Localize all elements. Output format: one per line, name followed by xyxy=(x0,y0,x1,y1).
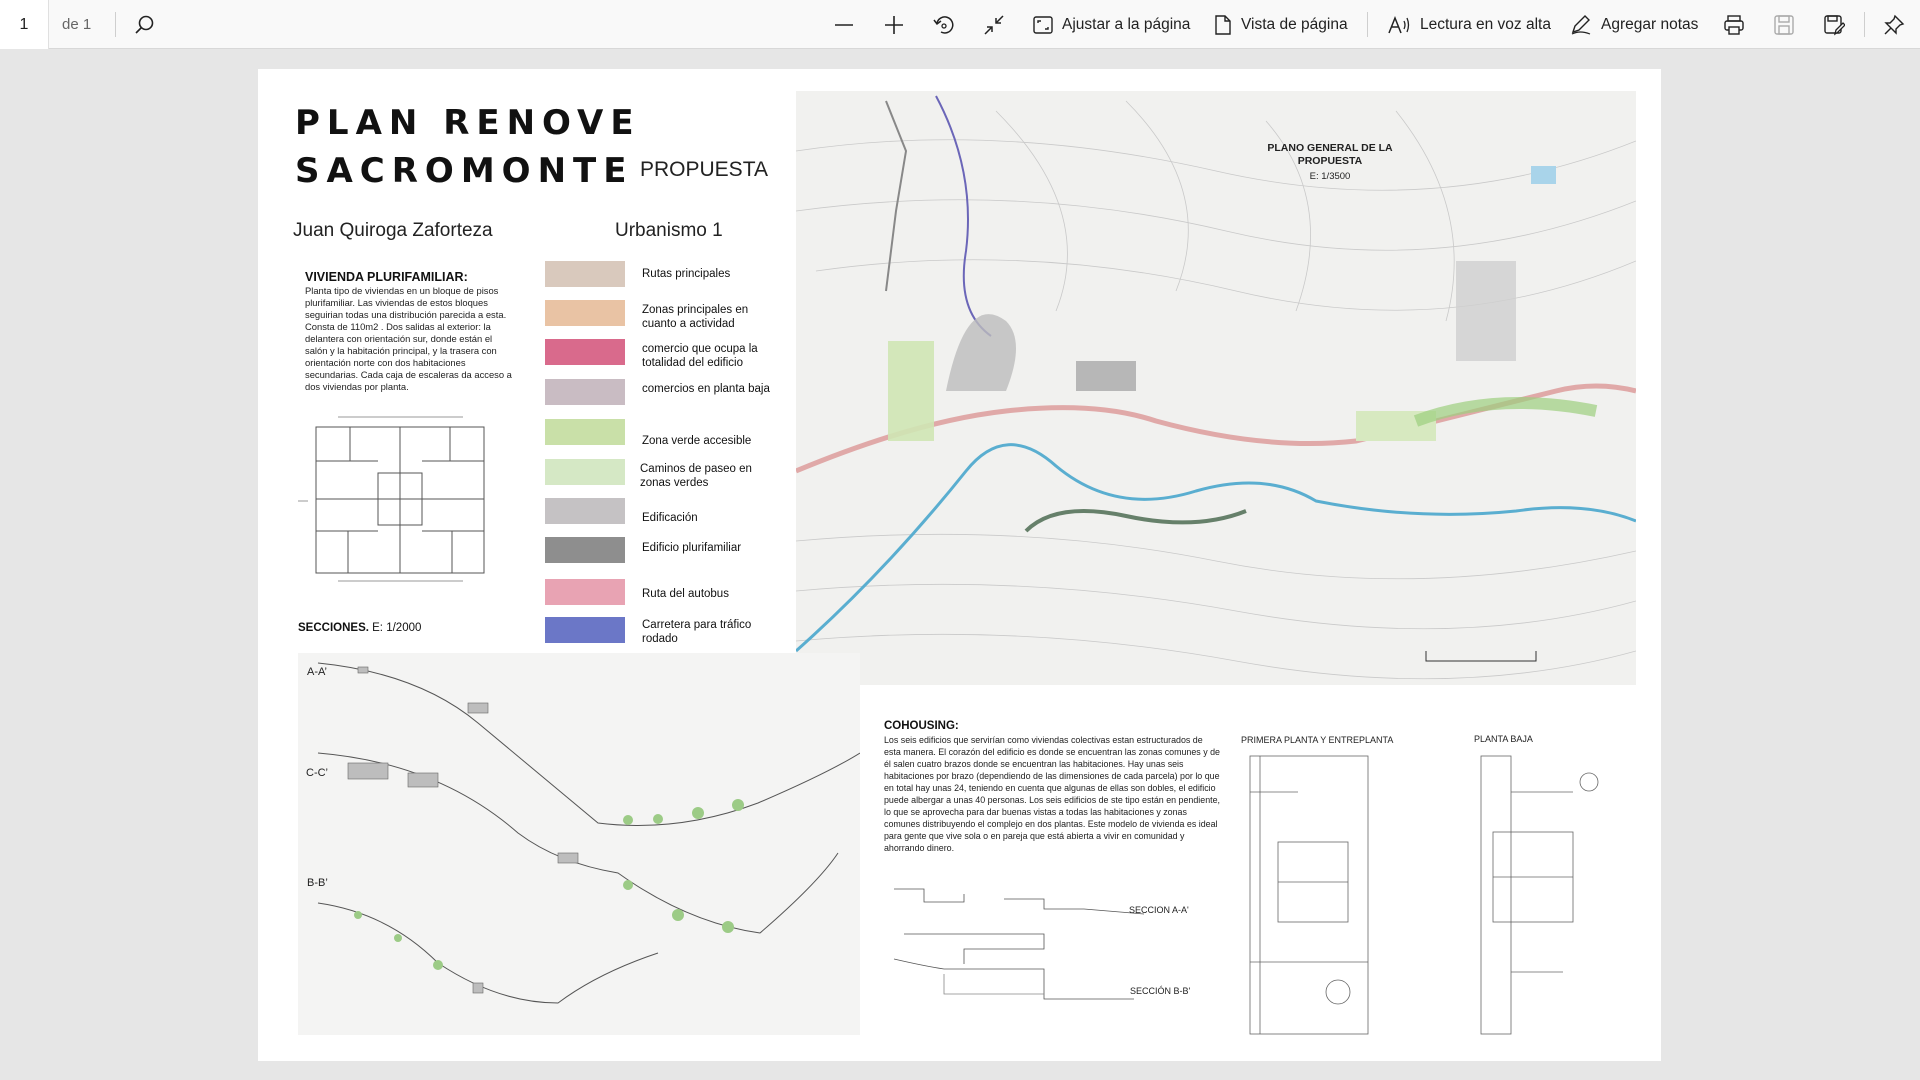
sections-drawing xyxy=(298,653,860,1035)
legend-swatch xyxy=(545,419,625,445)
primera-planta-label: PRIMERA PLANTA Y ENTREPLANTA xyxy=(1241,735,1394,745)
legend-label: comercio que ocupa la totalidad del edificio xyxy=(642,343,758,369)
read-aloud-icon xyxy=(1387,15,1411,35)
seccion-aa-label: SECCION A-A' xyxy=(1129,905,1189,915)
sections-scale: E: 1/2000 xyxy=(372,622,422,634)
pen-icon xyxy=(1570,15,1592,35)
save-icon[interactable] xyxy=(1771,12,1797,38)
toolbar-divider xyxy=(115,12,116,37)
first-floor-plan xyxy=(1238,752,1378,1039)
print-icon[interactable] xyxy=(1721,12,1747,38)
page-title: PLAN RENOVE xyxy=(295,103,641,143)
zoom-out-icon[interactable] xyxy=(831,12,857,38)
sections-heading xyxy=(298,622,421,634)
legend-swatch xyxy=(545,261,625,287)
read-aloud-button[interactable] xyxy=(1387,0,1551,49)
page-title-line2: SACROMONTE xyxy=(295,151,634,191)
vivienda-heading: VIVIENDA PLURIFAMILIAR: xyxy=(305,270,468,284)
map-drawing xyxy=(796,91,1636,685)
toolbar-divider xyxy=(1864,12,1865,37)
ground-floor-plan xyxy=(1473,752,1613,1039)
cohousing-sections-drawing xyxy=(884,874,1184,1024)
general-plan-map xyxy=(796,91,1636,685)
title-tag: PROPUESTA xyxy=(640,158,768,181)
add-notes-button[interactable] xyxy=(1570,0,1698,49)
cohousing-text: Los seis edificios que servirían como viviendas colectivas estan estructurados de esta manera. El corazón del edificio es donde se encuentran las zonas comunes y de él salen cuatro brazos donde se encuentran las habitaciones. Hay unas seis habitaciones por brazo (dependiendo de las dimensiones de cada parcela) por lo que en total hay unas 24, teniendo en cuenta que algunas de ellas son dobles, el edificio puede albergar a unas 40 personas. Los seis edificios de ste tipo están en pendiente, lo que se aprovecha para dar buenas vistas a todas las habitaciones y zonas comunes distribuyendo el complejo en dos plantas. Este modelo de vivienda es ideal para gente que vive sola o en pareja que está abierta a vivir en comunidad y ahorrando dinero. xyxy=(884,735,1221,853)
terrain-sections xyxy=(298,653,860,1035)
map-title: PLANO GENERAL DE LA PROPUESTA xyxy=(1267,142,1393,167)
pin-icon[interactable] xyxy=(1881,12,1907,38)
section-cc-label: C-C’ xyxy=(306,767,328,779)
zoom-in-icon[interactable] xyxy=(881,12,907,38)
legend-label: Zona verde accesible xyxy=(642,435,752,447)
reader-toolbar xyxy=(0,0,1920,49)
sections-label: SECCIONES. xyxy=(298,622,369,634)
legend-swatch xyxy=(545,339,625,365)
legend-swatch xyxy=(545,537,625,563)
legend-swatch xyxy=(545,459,625,485)
legend-label: Edificio plurifamiliar xyxy=(642,542,742,554)
legend-swatch xyxy=(545,617,625,643)
read-aloud-label: Lectura en voz alta xyxy=(1420,15,1551,33)
legend-label: Ruta del autobus xyxy=(642,588,729,600)
legend-swatch xyxy=(545,498,625,524)
legend-swatch xyxy=(545,300,625,326)
save-as-icon[interactable] xyxy=(1821,12,1847,38)
legend-label: comercios en planta baja xyxy=(642,383,770,395)
course-name: Urbanismo 1 xyxy=(615,220,723,241)
search-icon[interactable] xyxy=(132,12,158,38)
page-view-label: Vista de página xyxy=(1241,15,1348,33)
legend-swatch xyxy=(545,579,625,605)
legend-label: Carretera para tráfico rodado xyxy=(642,619,752,645)
document-page xyxy=(258,69,1661,1061)
page-number-input[interactable]: 1 xyxy=(0,0,49,49)
rotate-icon[interactable] xyxy=(931,12,957,38)
legend-label: Caminos de paseo en zonas verdes xyxy=(640,463,752,489)
legend-swatch xyxy=(545,379,625,405)
fit-to-page-button[interactable] xyxy=(1033,0,1190,49)
page-view-button[interactable] xyxy=(1214,0,1348,49)
planta-baja-label: PLANTA BAJA xyxy=(1474,734,1533,744)
section-aa-label: A-A’ xyxy=(307,666,327,678)
legend-label: Edificación xyxy=(642,512,698,524)
fit-page-icon xyxy=(1033,16,1053,34)
legend-label: Zonas principales en cuanto a actividad xyxy=(642,304,749,330)
legend-label: Rutas principales xyxy=(642,268,731,280)
toolbar-divider xyxy=(1367,12,1368,37)
page-total-label: de 1 xyxy=(62,16,92,33)
vivienda-text: Planta tipo de viviendas en un bloque de pisos plurifamiliar. Las viviendas de estos bloques seguirian todas una distribución parecida a esta. Consta de 110m2 . Dos salidas al exterior: la delantera con orientación sur, donde están el salón y la habitación principal, y la trasera con orientación norte con dos habitaciones secundarias. Cada caja de escaleras da acceso a dos viviendas por planta. xyxy=(305,285,512,392)
map-scale: E: 1/3500 xyxy=(1309,171,1351,182)
add-notes-label: Agregar notas xyxy=(1601,15,1699,33)
fit-to-page-label: Ajustar a la página xyxy=(1062,15,1191,33)
collapse-icon[interactable] xyxy=(981,12,1007,38)
apartment-floor-plan xyxy=(298,411,503,586)
cohousing-heading: COHOUSING: xyxy=(884,720,959,732)
seccion-bb-label: SECCIÓN B-B' xyxy=(1130,986,1191,996)
page-view-icon xyxy=(1214,15,1232,35)
section-bb-label: B-B’ xyxy=(307,877,328,889)
author-name: Juan Quiroga Zaforteza xyxy=(293,220,493,241)
